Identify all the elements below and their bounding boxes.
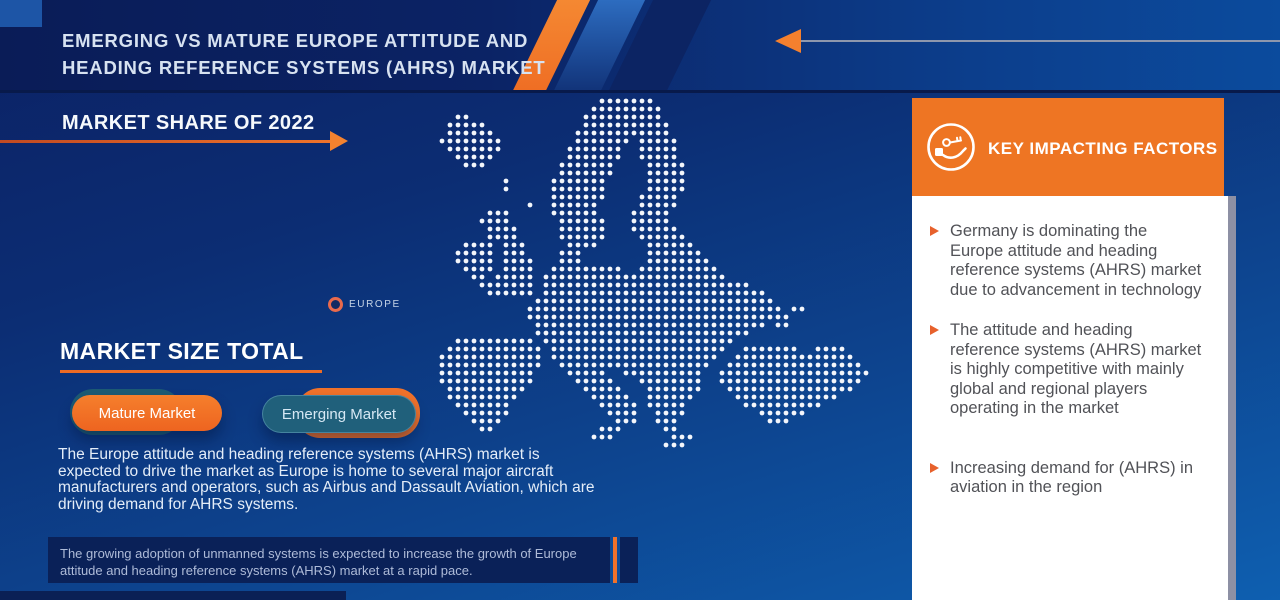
europe-label: EUROPE: [349, 299, 401, 310]
page-title-line2: HEADING REFERENCE SYSTEMS (AHRS) MARKET: [62, 57, 546, 78]
mature-market-label: Mature Market: [98, 404, 196, 422]
card-shadow-strip: [1228, 196, 1236, 600]
highlight-note-box: [48, 537, 610, 583]
factor-text: The attitude and heading reference systems (AHRS) market is highly competitive with mainly global and regional players operating in the market: [950, 321, 1202, 417]
market-share-heading: MARKET SHARE OF 2022: [62, 112, 315, 134]
arrow-left-icon: [775, 29, 801, 53]
banner-arrow-line: [799, 40, 1280, 42]
top-banner: [0, 0, 1280, 93]
triangle-right-icon: [930, 325, 939, 335]
market-description: The Europe attitude and heading reference systems (AHRS) market is expected to drive the market as Europe is home to several major aircraft manufacturers and operators, such as Airbus and Dassault Aviation, which are driving demand for AHRS systems.: [58, 446, 595, 513]
market-share-underline: [0, 140, 332, 143]
europe-dot-map: [438, 97, 870, 449]
page-title: [62, 27, 545, 81]
europe-marker: [328, 297, 401, 312]
emerging-market-button[interactable]: [262, 395, 416, 433]
triangle-right-icon: [930, 463, 939, 473]
factor-text: Increasing demand for (AHRS) in aviation in the region: [950, 458, 1194, 496]
factor-text: Germany is dominating the Europe attitude and heading reference systems (AHRS) market due to advancement in technology: [950, 222, 1202, 299]
hand-holding-key-icon: [925, 121, 977, 173]
key-factors-card: [912, 196, 1228, 600]
note-accent-stripe-orange: [613, 537, 617, 583]
list-item: [930, 321, 1215, 419]
key-factors-header: [912, 98, 1224, 196]
location-ring-icon: [328, 297, 343, 312]
list-item: [930, 222, 1215, 300]
highlight-note-text: The growing adoption of unmanned systems is expected to increase the growth of Europe attitude and heading reference systems (AHRS) market at a rapid pace.: [60, 546, 577, 578]
market-size-heading: MARKET SIZE TOTAL: [60, 338, 304, 364]
triangle-right-icon: [930, 226, 939, 236]
footer-strip: [0, 591, 346, 600]
mature-market-button[interactable]: [72, 395, 222, 431]
arrow-right-icon: [330, 131, 348, 151]
page-title-line1: EMERGING VS MATURE EUROPE ATTITUDE AND: [62, 30, 529, 51]
corner-accent-rect: [0, 0, 42, 27]
emerging-market-label: Emerging Market: [281, 405, 397, 423]
europe-dot-map-svg: [438, 97, 870, 449]
key-factors-title: KEY IMPACTING FACTORS: [988, 139, 1218, 158]
key-factors-list: [930, 222, 1215, 519]
market-size-underline: [60, 370, 322, 373]
note-accent-stripe-navy: [620, 537, 638, 583]
list-item: [930, 459, 1215, 498]
